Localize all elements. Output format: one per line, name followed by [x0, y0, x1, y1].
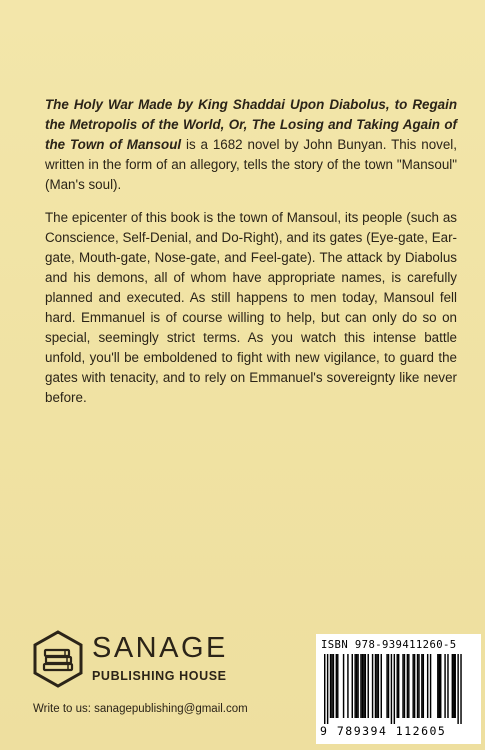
barcode-bar	[460, 654, 461, 724]
barcode-bar	[363, 654, 364, 718]
isbn-barcode	[316, 634, 481, 744]
barcode-bar	[398, 654, 399, 718]
barcode-bar	[457, 654, 458, 724]
barcode-bars	[324, 654, 474, 724]
barcode-bar	[417, 654, 418, 718]
barcode-bar	[391, 654, 392, 724]
barcode-bar	[327, 654, 328, 724]
contact-email: Write to us: sanagepublishing@gmail.com	[33, 703, 248, 715]
description-paragraph-1	[45, 95, 457, 195]
barcode-bar	[447, 654, 448, 718]
isbn-label: ISBN 978-939411260-5	[321, 639, 457, 651]
barcode-bar	[356, 654, 357, 718]
description-intro: is a 1682 novel by John Bunyan. This novel, written in the form of an allegory, tells the story of the town "Mansoul" (Man's soul).	[45, 137, 457, 192]
book-title: The Holy War Made by King Shaddai Upon Diabolus, to Regain the Metropolis of the World, Or, The Losing and Taking Again of the Town of Mansoul	[45, 97, 457, 152]
publisher-name: SANAGE	[92, 632, 228, 664]
barcode-bar	[453, 654, 454, 718]
barcode-bar	[386, 654, 387, 718]
books-hexagon-icon	[32, 630, 84, 688]
barcode-bar	[427, 654, 428, 718]
barcode-bar	[343, 654, 344, 718]
barcode-bar	[368, 654, 369, 718]
barcode-bar	[362, 654, 363, 718]
barcode-bar	[337, 654, 338, 718]
barcode-bar	[418, 654, 419, 718]
barcode-bar	[455, 654, 456, 718]
barcode-bar	[437, 654, 438, 718]
barcode-bar	[333, 654, 334, 718]
barcode-bar	[408, 654, 409, 718]
barcode-bar	[357, 654, 358, 718]
barcode-bar	[381, 654, 382, 718]
barcode-bar	[331, 654, 332, 718]
barcode-bar	[440, 654, 441, 718]
barcode-digits: 9 789394 112605	[320, 724, 447, 738]
publisher-logo	[32, 628, 262, 688]
barcode-bar	[324, 654, 325, 724]
barcode-bar	[452, 654, 453, 718]
barcode-bar	[412, 654, 413, 718]
barcode-bar	[430, 654, 431, 718]
barcode-bar	[360, 654, 361, 718]
barcode-bar	[439, 654, 440, 718]
book-description	[45, 95, 457, 421]
barcode-bar	[378, 654, 379, 718]
barcode-bar	[336, 654, 337, 718]
barcode-bar	[444, 654, 445, 718]
barcode-bar	[352, 654, 353, 718]
barcode-bar	[388, 654, 389, 718]
barcode-bar	[404, 654, 405, 718]
barcode-bar	[375, 654, 376, 718]
barcode-bar	[330, 654, 331, 718]
barcode-bar	[372, 654, 373, 718]
description-paragraph-2: The epicenter of this book is the town of Mansoul, its people (such as Conscience, Self-Denial, and Do-Right), and its gates (Eye-gate, Ear-gate, Mouth-gate, Nose-gate, and Feel-gate). The attack by Diabolus and his demons, all of whom have appropriate names, is carefully planned and executed. As still happens to men today, Mansoul fell hard. Emmanuel is of course willing to help, but can only do so on special, seemingly strict terms. As you watch this intense battle unfold, you'll be emboldened to fight with new vigilance, to guard the gates with tenacity, and to rely on Emmanuel's sovereignty like never before.	[45, 210, 457, 405]
barcode-bar	[347, 654, 348, 718]
barcode-bar	[407, 654, 408, 718]
barcode-bar	[394, 654, 395, 724]
barcode-bar	[421, 654, 422, 718]
publisher-subtitle: PUBLISHING HOUSE	[92, 669, 227, 683]
barcode-bar	[402, 654, 403, 718]
barcode-bar	[423, 654, 424, 718]
barcode-bar	[376, 654, 377, 718]
barcode-bar	[414, 654, 415, 718]
barcode-bar	[397, 654, 398, 718]
barcode-bar	[365, 654, 366, 718]
barcode-bar	[354, 654, 355, 718]
